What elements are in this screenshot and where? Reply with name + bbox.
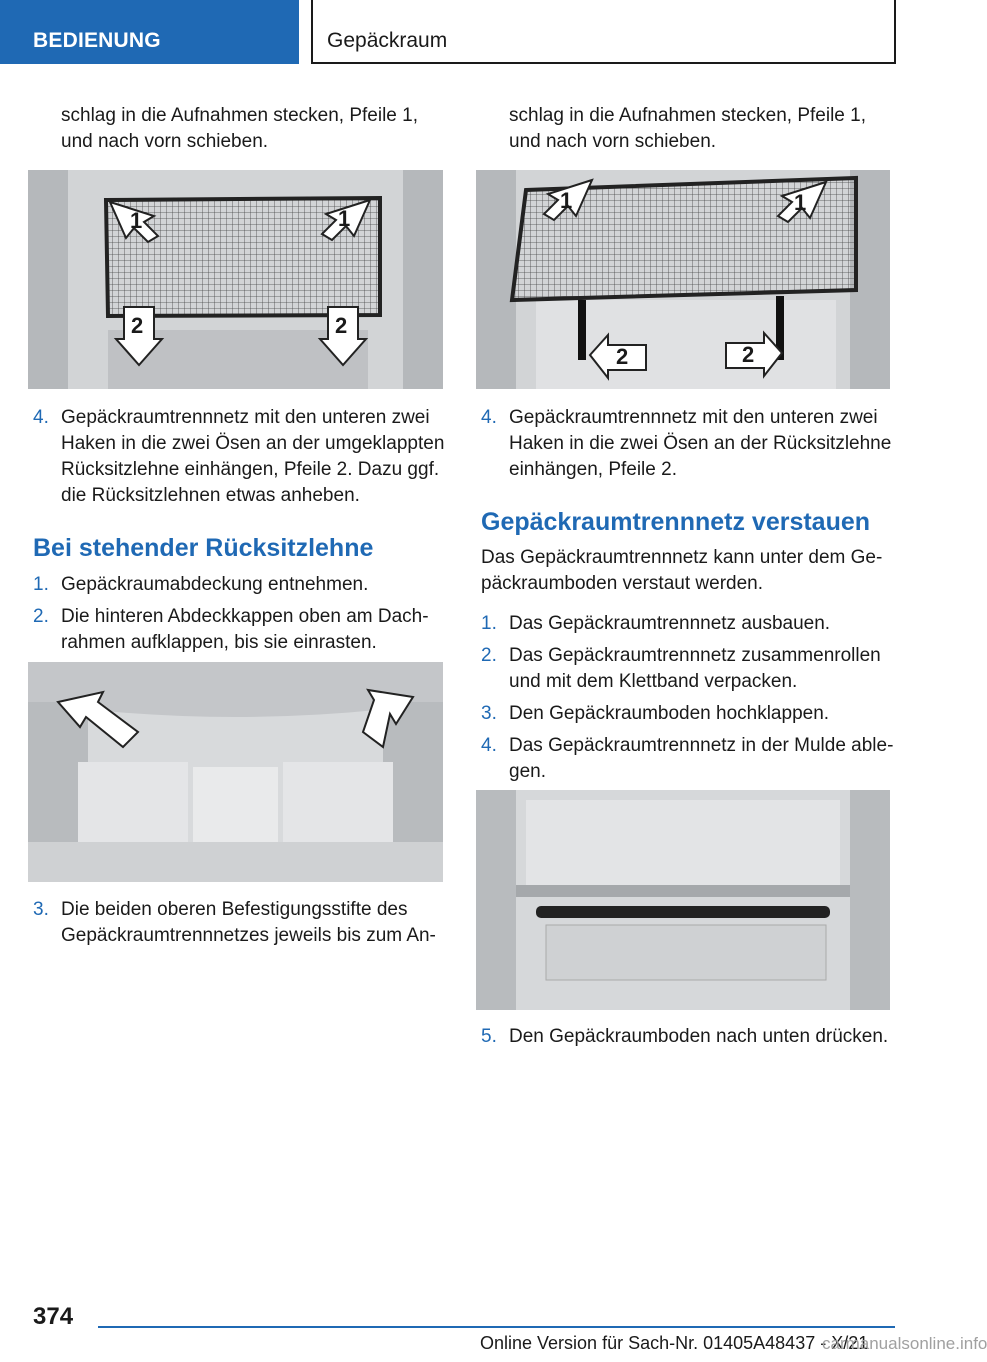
- arrow-label-2-left-r: 2: [590, 330, 646, 380]
- left-intro-line2: und nach vorn schieben.: [61, 131, 269, 152]
- right-photo-stowed-net: [476, 790, 890, 1010]
- right-photo-net-standing-seats: [476, 170, 890, 389]
- left-photo-net-folded-seats: [28, 170, 443, 389]
- right-step-3: 3. Den Gepäckraumboden hochklappen.: [481, 703, 830, 724]
- right-step-5: 5. Den Gepäckraumboden nach unten drücken.: [481, 1026, 889, 1047]
- left-step-2: 2. Die hinteren Abdeckkappen oben am Dach- rahmen aufklappen, bis sie einrasten.: [33, 606, 429, 653]
- right-step-2: 2. Das Gepäckraumtrennnetz zusammenrollen und mit dem Klettband verpacken.: [481, 645, 881, 692]
- left-heading: Bei stehender Rücksitzlehne: [33, 534, 374, 562]
- arrow-label-1-right-r: 1: [776, 182, 826, 222]
- chapter-title: Gepäckraum: [311, 0, 896, 64]
- right-step-4: 4. Gepäckraumtrennnetz mit den unteren zwei Haken in die zwei Ösen an der Rücksitzlehne einhängen, Pfeile 2.: [481, 407, 892, 480]
- arrow-label-1-right: 1: [320, 200, 370, 240]
- left-intro-line1: schlag in die Aufnahmen stecken, Pfeile 1,: [61, 105, 419, 126]
- right-intro-line1: schlag in die Aufnahmen stecken, Pfeile 1,: [509, 105, 867, 126]
- footer-text: Online Version für Sach-Nr. 01405A48437 - X/21: [480, 1333, 869, 1353]
- arrow-label-2-right: 2: [320, 307, 366, 367]
- watermark: carmanualsonline.info: [822, 1334, 987, 1353]
- arrow-label-1-left-r: 1: [542, 180, 592, 220]
- right-step-4b: 4. Das Gepäckraumtrennnetz in der Mulde able- gen.: [481, 735, 894, 782]
- left-step-1: 1. Gepäckraumabdeckung entnehmen.: [33, 574, 369, 595]
- right-intro-line2: und nach vorn schieben.: [509, 131, 717, 152]
- section-tab[interactable]: BEDIENUNG: [0, 0, 299, 64]
- arrow-label-2-left: 2: [116, 307, 162, 367]
- left-step-3: 3. Die beiden oberen Befestigungsstifte des Gepäckraumtrennnetzes jeweils bis zum An-: [33, 899, 436, 946]
- left-step-4: 4. Gepäckraumtrennnetz mit den unteren zwei Haken in die zwei Ösen an der umgeklappten Rücksitzlehne einhängen, Pfeile 2. Dazu ggf. die Rücksitzlehnen etwas anheben.: [33, 407, 445, 506]
- page-number: 374: [33, 1303, 74, 1330]
- right-heading: Gepäckraumtrennnetz verstauen: [481, 508, 871, 536]
- arrow-label-1-left: 1: [110, 202, 160, 242]
- right-step-1: 1. Das Gepäckraumtrennnetz ausbauen.: [481, 613, 831, 634]
- arrow-label-2-right-r: 2: [726, 328, 782, 378]
- left-photo-cover-caps: [28, 662, 443, 882]
- right-paragraph: Das Gepäckraumtrennnetz kann unter dem Ge- päckraumboden verstaut werden.: [481, 547, 883, 594]
- footer-divider: [98, 1326, 895, 1328]
